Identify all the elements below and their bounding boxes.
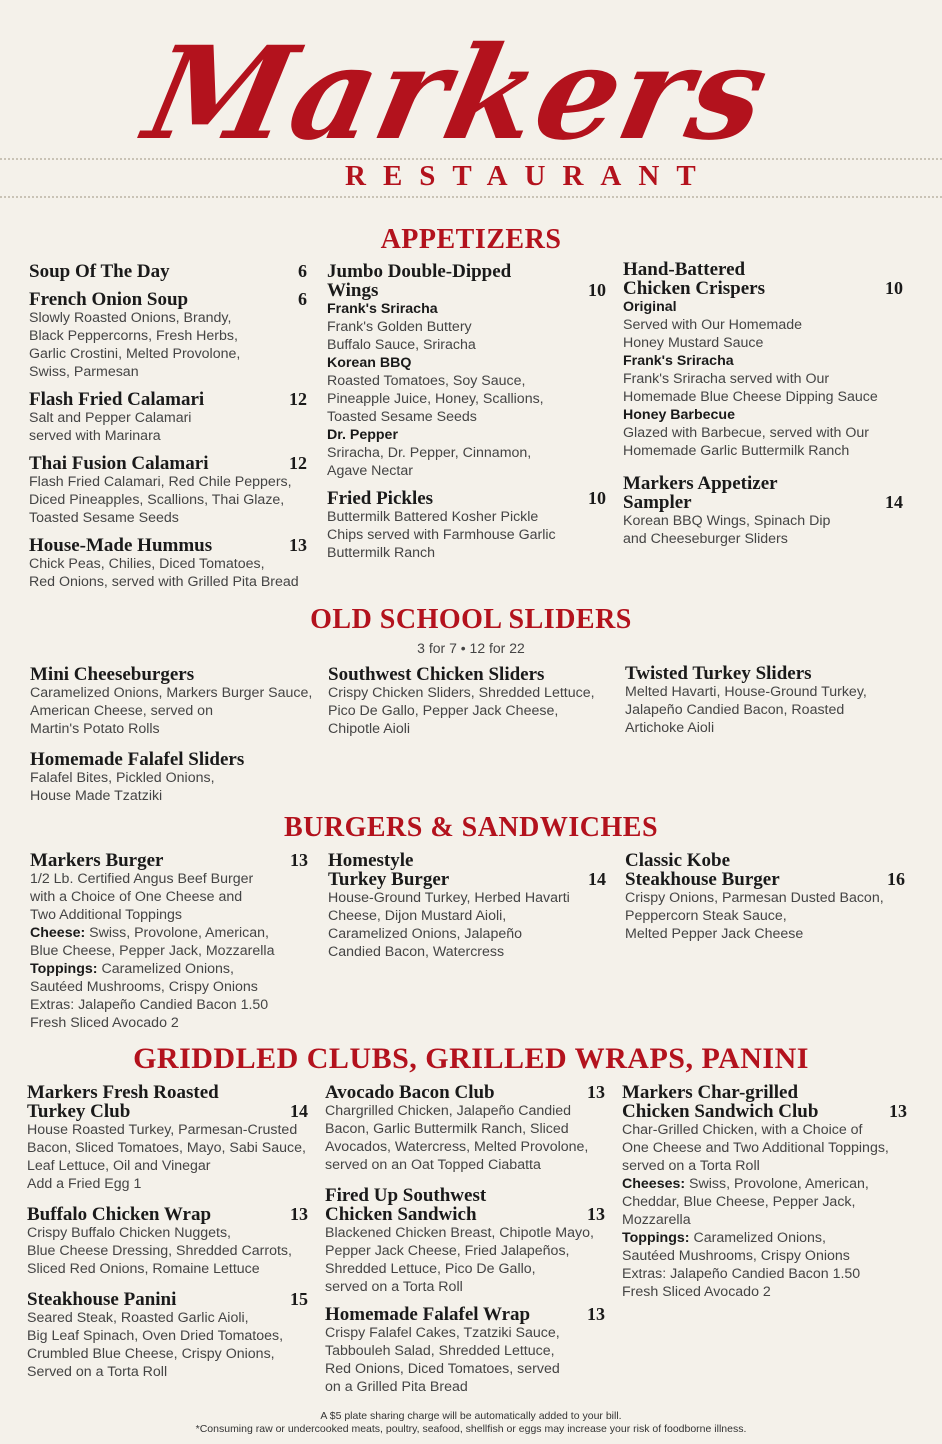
option-label: Cheeses: xyxy=(622,1176,686,1192)
item-name: Markers Burger xyxy=(30,850,164,871)
item-desc: Tabbouleh Salad, Shredded Lettuce, xyxy=(325,1343,555,1359)
appetizers-col-2 xyxy=(327,262,606,571)
item-name: Steakhouse Burger xyxy=(625,869,780,890)
item-desc: Melted Havarti, House-Ground Turkey, xyxy=(625,684,867,700)
item-price: 10 xyxy=(588,280,606,300)
menu-item xyxy=(30,851,308,1032)
item-price: 10 xyxy=(588,488,606,508)
item-desc: Toasted Sesame Seeds xyxy=(327,409,477,425)
item-desc: Avocados, Watercress, Melted Provolone, xyxy=(325,1139,589,1155)
item-name: Homemade Falafel Wrap xyxy=(325,1304,531,1325)
item-desc xyxy=(622,1229,907,1247)
item-name: Soup Of The Day xyxy=(29,261,170,282)
item-desc: Leaf Lettuce, Oil and Vinegar xyxy=(27,1158,211,1174)
item-price: 13 xyxy=(587,1082,605,1102)
item-name: Wings xyxy=(327,280,379,301)
item-name: Buffalo Chicken Wrap xyxy=(27,1204,212,1225)
item-desc: Pepper Jack Cheese, Fried Jalapeños, xyxy=(325,1243,570,1259)
option-label: Toppings: xyxy=(30,961,98,977)
item-desc: Buttermilk Battered Kosher Pickle xyxy=(327,509,539,525)
item-desc xyxy=(622,1175,907,1193)
menu-item xyxy=(30,665,320,738)
item-desc: Shredded Lettuce, Pico De Gallo, xyxy=(325,1261,536,1277)
item-name: Homemade Falafel Sliders xyxy=(30,749,245,770)
clubs-col-3 xyxy=(622,1083,907,1310)
item-desc: Melted Pepper Jack Cheese xyxy=(625,926,804,942)
item-desc: Frank's Golden Buttery xyxy=(327,319,472,335)
item-option: Dr. Pepper xyxy=(327,427,398,443)
item-desc: Mozzarella xyxy=(622,1212,691,1228)
item-desc: Artichoke Aioli xyxy=(625,720,715,736)
menu-item xyxy=(29,290,307,381)
item-desc: Bacon, Garlic Buttermilk Ranch, Sliced xyxy=(325,1121,569,1137)
item-desc: Toasted Sesame Seeds xyxy=(29,510,179,526)
item-desc: Candied Bacon, Watercress xyxy=(328,944,505,960)
item-price: 13 xyxy=(889,1101,907,1121)
item-desc: 1/2 Lb. Certified Angus Beef Burger xyxy=(30,871,254,887)
item-name: Markers Char-grilled xyxy=(622,1082,799,1103)
sliders-col-1 xyxy=(30,665,320,814)
restaurant-subtitle: RESTAURANT xyxy=(345,160,713,192)
item-desc: American Cheese, served on xyxy=(30,703,213,719)
item-desc: Caramelized Onions, Jalapeño xyxy=(328,926,523,942)
option-text: Swiss, Provolone, American, xyxy=(85,925,269,941)
item-desc: Chick Peas, Chilies, Diced Tomatoes, xyxy=(29,556,265,572)
footer-sharing-charge: A $5 plate sharing charge will be automatically added to your bill. xyxy=(320,1410,622,1422)
item-name: Markers Appetizer xyxy=(623,473,778,494)
item-price: 13 xyxy=(290,1204,308,1224)
dotted-divider xyxy=(0,196,942,198)
item-desc: Extras: Jalapeño Candied Bacon 1.50 xyxy=(30,997,269,1013)
item-desc: Falafel Bites, Pickled Onions, xyxy=(30,770,215,786)
item-desc: Diced Pineapples, Scallions, Thai Glaze, xyxy=(29,492,285,508)
menu-item xyxy=(325,1083,605,1174)
menu-item xyxy=(327,489,606,562)
item-price: 6 xyxy=(298,289,307,309)
item-price: 12 xyxy=(289,453,307,473)
item-desc: Served on a Torta Roll xyxy=(27,1364,168,1380)
menu-item xyxy=(623,260,903,460)
menu-item xyxy=(29,390,307,445)
sliders-col-3 xyxy=(625,664,915,746)
menu-item xyxy=(27,1205,308,1278)
item-desc: Korean BBQ Wings, Spinach Dip xyxy=(623,513,831,529)
item-desc: and Cheeseburger Sliders xyxy=(623,531,788,547)
item-desc: Blackened Chicken Breast, Chipotle Mayo, xyxy=(325,1225,594,1241)
item-desc: Black Peppercorns, Fresh Herbs, xyxy=(29,328,238,344)
item-name: Turkey Burger xyxy=(328,869,450,890)
item-name: Jumbo Double-Dipped xyxy=(327,261,512,282)
item-desc: Caramelized Onions, Markers Burger Sauce, xyxy=(30,685,313,701)
item-desc: Pineapple Juice, Honey, Scallions, xyxy=(327,391,544,407)
item-desc: Agave Nectar xyxy=(327,463,413,479)
item-desc: Peppercorn Steak Sauce, xyxy=(625,908,787,924)
item-price: 13 xyxy=(587,1304,605,1324)
item-name: Avocado Bacon Club xyxy=(325,1082,495,1103)
menu-item xyxy=(30,750,320,805)
menu-item xyxy=(625,664,915,737)
item-desc: Two Additional Toppings xyxy=(30,907,182,923)
item-price: 14 xyxy=(290,1101,308,1121)
item-desc: with a Choice of One Cheese and xyxy=(30,889,243,905)
item-price: 15 xyxy=(290,1289,308,1309)
item-desc: Bacon, Sliced Tomatoes, Mayo, Sabi Sauce, xyxy=(27,1140,306,1156)
item-option: Frank's Sriracha xyxy=(623,353,734,369)
item-desc: Cheddar, Blue Cheese, Pepper Jack, xyxy=(622,1194,856,1210)
item-name: House-Made Hummus xyxy=(29,535,213,556)
item-desc: Red Onions, served with Grilled Pita Bread xyxy=(29,574,299,590)
item-name: Classic Kobe xyxy=(625,850,731,871)
item-desc: Martin's Potato Rolls xyxy=(30,721,160,737)
burgers-col-3 xyxy=(625,851,905,952)
item-desc: Crumbled Blue Cheese, Crispy Onions, xyxy=(27,1346,275,1362)
item-desc: Fresh Sliced Avocado 2 xyxy=(622,1284,771,1300)
sliders-pricing: 3 for 7 • 12 for 22 xyxy=(417,640,525,656)
item-name: Markers Fresh Roasted xyxy=(27,1082,219,1103)
item-desc: Big Leaf Spinach, Oven Dried Tomatoes, xyxy=(27,1328,284,1344)
item-name: French Onion Soup xyxy=(29,289,189,310)
option-text: Swiss, Provolone, American, xyxy=(685,1176,869,1192)
item-name: Flash Fried Calamari xyxy=(29,389,205,410)
item-desc: Garlic Crostini, Melted Provolone, xyxy=(29,346,241,362)
item-desc: Blue Cheese Dressing, Shredded Carrots, xyxy=(27,1243,292,1259)
menu-item xyxy=(325,1186,605,1296)
appetizers-col-1 xyxy=(29,262,307,600)
item-price: 6 xyxy=(298,261,307,281)
section-title-appetizers: APPETIZERS xyxy=(380,224,562,255)
item-name: Chicken Sandwich Club xyxy=(622,1101,819,1122)
menu-item xyxy=(27,1290,308,1381)
item-name: Mini Cheeseburgers xyxy=(30,664,195,685)
item-desc: Homemade Blue Cheese Dipping Sauce xyxy=(623,389,878,405)
item-desc: Red Onions, Diced Tomatoes, served xyxy=(325,1361,560,1377)
menu-item xyxy=(327,262,606,480)
item-desc: Crispy Buffalo Chicken Nuggets, xyxy=(27,1225,231,1241)
item-desc: Swiss, Parmesan xyxy=(29,364,139,380)
item-desc: Flash Fried Calamari, Red Chile Peppers, xyxy=(29,474,292,490)
item-desc: Salt and Pepper Calamari xyxy=(29,410,192,426)
item-price: 14 xyxy=(588,869,606,889)
item-name: Twisted Turkey Sliders xyxy=(625,663,812,684)
item-desc: Crispy Onions, Parmesan Dusted Bacon, xyxy=(625,890,884,906)
item-desc xyxy=(30,960,308,978)
item-option: Honey Barbecue xyxy=(623,407,735,423)
item-desc: Fresh Sliced Avocado 2 xyxy=(30,1015,179,1031)
item-name: Thai Fusion Calamari xyxy=(29,453,209,474)
menu-item xyxy=(328,851,606,961)
section-title-burgers: BURGERS & SANDWICHES xyxy=(283,812,659,843)
item-desc: Pico De Gallo, Pepper Jack Cheese, xyxy=(328,703,559,719)
item-name: Turkey Club xyxy=(27,1101,131,1122)
item-desc: Slowly Roasted Onions, Brandy, xyxy=(29,310,232,326)
item-desc: Homemade Garlic Buttermilk Ranch xyxy=(623,443,850,459)
burgers-col-1 xyxy=(30,851,308,1041)
item-desc: Sautéed Mushrooms, Crispy Onions xyxy=(30,979,258,995)
sliders-col-2 xyxy=(328,665,613,747)
menu-item xyxy=(29,262,307,281)
item-name: Sampler xyxy=(623,492,692,513)
item-desc: Seared Steak, Roasted Garlic Aioli, xyxy=(27,1310,249,1326)
footer-health-warning: *Consuming raw or undercooked meats, poultry, seafood, shellfish or eggs may increase your risk of foodborne illness. xyxy=(195,1423,747,1435)
item-price: 13 xyxy=(587,1204,605,1224)
item-desc: House Made Tzatziki xyxy=(30,788,163,804)
item-desc: Chipotle Aioli xyxy=(328,721,411,737)
item-name: Hand-Battered xyxy=(623,259,746,280)
section-title-clubs: GRIDDLED CLUBS, GRILLED WRAPS, PANINI xyxy=(133,1042,809,1075)
item-desc: Roasted Tomatoes, Soy Sauce, xyxy=(327,373,526,389)
menu-item xyxy=(625,851,905,943)
item-name: Fried Pickles xyxy=(327,488,434,509)
burgers-col-2 xyxy=(328,851,606,970)
item-desc: Blue Cheese, Pepper Jack, Mozzarella xyxy=(30,943,275,959)
item-desc: House-Ground Turkey, Herbed Havarti xyxy=(328,890,570,906)
item-desc: Chips served with Farmhouse Garlic xyxy=(327,527,556,543)
item-desc: Sautéed Mushrooms, Crispy Onions xyxy=(622,1248,850,1264)
menu-item xyxy=(29,454,307,527)
menu-item xyxy=(27,1083,308,1193)
clubs-col-1 xyxy=(27,1083,308,1390)
item-desc: One Cheese and Two Additional Toppings, xyxy=(622,1140,889,1156)
item-price: 12 xyxy=(289,389,307,409)
item-desc: Glazed with Barbecue, served with Our xyxy=(623,425,870,441)
item-desc: served on an Oat Topped Ciabatta xyxy=(325,1157,541,1173)
clubs-col-2 xyxy=(325,1083,605,1405)
item-desc: Buffalo Sauce, Sriracha xyxy=(327,337,476,353)
item-name: Steakhouse Panini xyxy=(27,1289,177,1310)
item-desc: Char-Grilled Chicken, with a Choice of xyxy=(622,1122,863,1138)
option-text: Caramelized Onions, xyxy=(97,961,234,977)
item-desc: Crispy Falafel Cakes, Tzatziki Sauce, xyxy=(325,1325,560,1341)
item-price: 13 xyxy=(290,850,308,870)
item-desc: Frank's Sriracha served with Our xyxy=(623,371,830,387)
item-desc: served on a Torta Roll xyxy=(325,1279,463,1295)
item-desc: served on a Torta Roll xyxy=(622,1158,760,1174)
menu-item xyxy=(325,1305,605,1396)
item-desc: on a Grilled Pita Bread xyxy=(325,1379,468,1395)
item-name: Chicken Sandwich xyxy=(325,1204,477,1225)
option-text: Caramelized Onions, xyxy=(689,1230,826,1246)
item-price: 13 xyxy=(289,535,307,555)
item-desc: Sriracha, Dr. Pepper, Cinnamon, xyxy=(327,445,532,461)
option-label: Toppings: xyxy=(622,1230,690,1246)
item-price: 14 xyxy=(885,492,903,512)
item-desc: Jalapeño Candied Bacon, Roasted xyxy=(625,702,845,718)
item-name: Homestyle xyxy=(328,850,414,871)
option-label: Cheese: xyxy=(30,925,86,941)
item-name: Fired Up Southwest xyxy=(325,1185,487,1206)
item-price: 16 xyxy=(887,869,905,889)
item-desc: Cheese, Dijon Mustard Aioli, xyxy=(328,908,507,924)
menu-item xyxy=(622,1083,907,1301)
item-desc: Extras: Jalapeño Candied Bacon 1.50 xyxy=(622,1266,861,1282)
item-desc: Chargrilled Chicken, Jalapeño Candied xyxy=(325,1103,572,1119)
item-desc: served with Marinara xyxy=(29,428,161,444)
item-option: Korean BBQ xyxy=(327,355,412,371)
item-desc: House Roasted Turkey, Parmesan-Crusted xyxy=(27,1122,298,1138)
appetizers-col-3 xyxy=(623,260,903,557)
item-desc: Honey Mustard Sauce xyxy=(623,335,764,351)
item-desc: Sliced Red Onions, Romaine Lettuce xyxy=(27,1261,260,1277)
menu-item xyxy=(328,665,613,738)
item-price: 10 xyxy=(885,278,903,298)
item-desc xyxy=(30,924,308,942)
item-desc: Served with Our Homemade xyxy=(623,317,802,333)
item-desc: Add a Fried Egg 1 xyxy=(27,1176,142,1192)
item-name: Chicken Crispers xyxy=(623,278,765,299)
item-option: Frank's Sriracha xyxy=(327,301,438,317)
menu-item xyxy=(623,474,903,548)
restaurant-logo: Markers xyxy=(134,19,782,169)
section-title-sliders: OLD SCHOOL SLIDERS xyxy=(310,604,632,635)
item-name: Southwest Chicken Sliders xyxy=(328,664,545,685)
menu-item xyxy=(29,536,307,591)
item-desc: Buttermilk Ranch xyxy=(327,545,436,561)
item-desc: Crispy Chicken Sliders, Shredded Lettuce, xyxy=(328,685,595,701)
item-option: Original xyxy=(623,299,677,315)
